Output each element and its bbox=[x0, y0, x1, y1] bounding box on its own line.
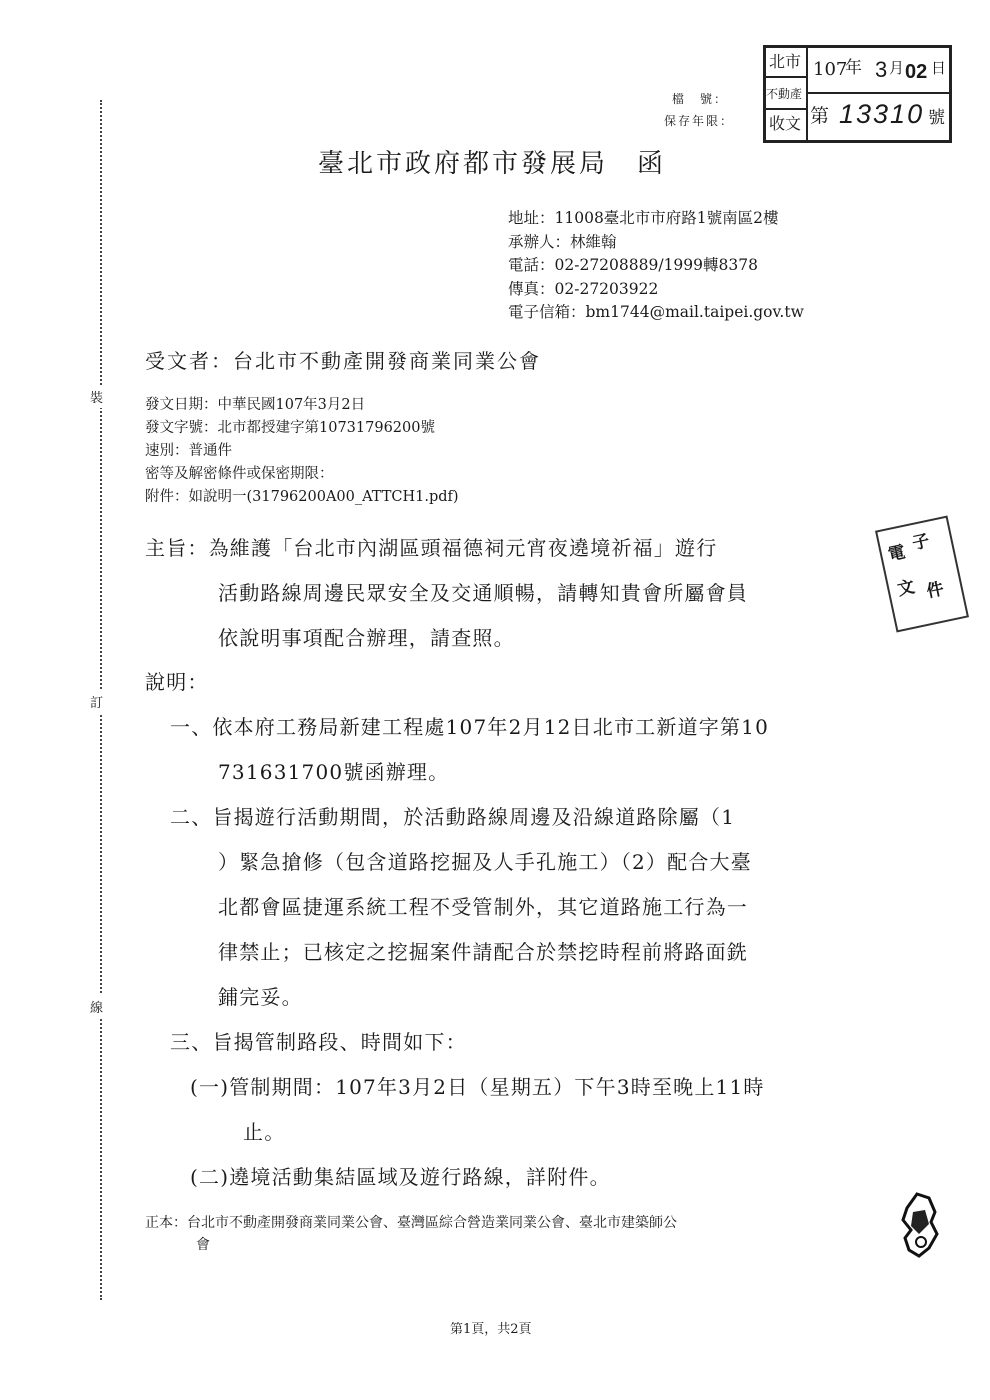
explanation-heading: 說明： bbox=[145, 670, 209, 694]
margin-mark-ding: 訂 bbox=[90, 690, 103, 713]
subject-line-1: 主旨：為維護「台北市內湖區頭福德祠元宵夜遶境祈福」遊行 bbox=[145, 536, 718, 560]
contact-block bbox=[508, 207, 804, 325]
subject-line-2: 活動路線周邊民眾安全及交通順暢，請轉知貴會所屬會員 bbox=[218, 581, 748, 605]
recipient: 受文者：台北市不動產開發商業同業公會 bbox=[145, 349, 541, 373]
contact-address: 地址：11008臺北市市府路1號南區2樓 bbox=[508, 209, 779, 227]
stamp-hao: 號 bbox=[928, 108, 945, 128]
taipei-emblem-icon bbox=[895, 1190, 945, 1260]
secrecy-level: 密等及解密條件或保密期限： bbox=[145, 466, 334, 482]
contact-handler: 承辦人：林維翰 bbox=[508, 232, 617, 251]
seal-char-1: 電 bbox=[886, 542, 908, 566]
seal-char-3: 文 bbox=[895, 577, 917, 601]
explanation-item-2-line-3: 北都會區捷運系統工程不受管制外，其它道路施工行為一 bbox=[218, 895, 748, 919]
contact-phone: 電話：02-27208889/1999轉8378 bbox=[508, 256, 758, 274]
stamp-date-month: 3 bbox=[875, 57, 888, 82]
page-number: 第1頁，共2頁 bbox=[450, 1322, 532, 1337]
document-title: 臺北市政府都市發展局 函 bbox=[318, 149, 667, 179]
stamp-receipt-label: 收文 bbox=[769, 114, 802, 133]
explanation-sub-2-line-1: (二)遶境活動集結區域及遊行路線，詳附件。 bbox=[190, 1165, 611, 1189]
cc-line-2: 會 bbox=[196, 1237, 210, 1253]
stamp-yue: 月 bbox=[889, 59, 905, 77]
explanation-item-2-line-5: 鋪完妥。 bbox=[218, 985, 303, 1009]
contact-fax: 傳真：02-27203922 bbox=[508, 279, 659, 298]
stamp-org-line1: 北市 bbox=[769, 52, 802, 71]
explanation-sub-1-line-1: (一)管制期間：107年3月2日（星期五）下午3時至晚上11時 bbox=[190, 1075, 765, 1099]
subject-line-3: 依說明事項配合辦理，請查照。 bbox=[218, 626, 515, 650]
explanation-item-2-line-1: 二、旨揭遊行活動期間，於活動路線周邊及沿線道路除屬（1 bbox=[170, 805, 736, 829]
stamp-date-day: 02 bbox=[905, 61, 928, 83]
electronic-document-seal bbox=[875, 515, 969, 632]
margin-mark-zhuang: 裝 bbox=[90, 385, 103, 408]
margin-mark-xian: 線 bbox=[90, 995, 103, 1018]
received-stamp bbox=[763, 45, 952, 143]
issue-date: 發文日期：中華民國107年3月2日 bbox=[145, 397, 366, 413]
delivery-speed: 速別：普通件 bbox=[145, 443, 232, 459]
stamp-nian: 年 bbox=[845, 58, 862, 78]
explanation-sub-1-line-2: 止。 bbox=[243, 1120, 286, 1144]
explanation-item-2-line-2: ）緊急搶修（包含道路挖掘及人手孔施工）（2）配合大臺 bbox=[218, 850, 752, 874]
retention-period-label: 保存年限： bbox=[664, 114, 735, 128]
stamp-di: 第 bbox=[810, 105, 830, 127]
document-number: 發文字號：北市都授建字第10731796200號 bbox=[145, 420, 435, 436]
cc-line-1: 正本：台北市不動產開發商業同業公會、臺灣區綜合營造業同業公會、臺北市建築師公 bbox=[145, 1215, 677, 1231]
meta-block bbox=[145, 394, 459, 509]
explanation-item-3-line-1: 三、旨揭管制路段、時間如下： bbox=[170, 1030, 467, 1054]
explanation-item-1-line-2: 731631700號函辦理。 bbox=[218, 760, 450, 784]
explanation-item-2-line-4: 律禁止；已核定之挖掘案件請配合於禁挖時程前將路面銑 bbox=[218, 940, 748, 964]
stamp-number: 13310 bbox=[839, 99, 925, 129]
contact-email: 電子信箱：bm1744@mail.taipei.gov.tw bbox=[508, 303, 804, 321]
seal-char-4: 件 bbox=[924, 579, 946, 603]
explanation-item-1-line-1: 一、依本府工務局新建工程處107年2月12日北市工新道字第10 bbox=[170, 715, 769, 739]
stamp-ri: 日 bbox=[931, 59, 947, 77]
attachment-line: 附件：如說明一(31796200A00_ATTCH1.pdf) bbox=[145, 489, 459, 505]
seal-char-2: 子 bbox=[910, 530, 932, 555]
stamp-org-line2: 不動產 bbox=[766, 87, 803, 101]
stamp-date-year: 107 bbox=[813, 59, 848, 80]
file-number-label: 檔 號： bbox=[672, 92, 729, 106]
